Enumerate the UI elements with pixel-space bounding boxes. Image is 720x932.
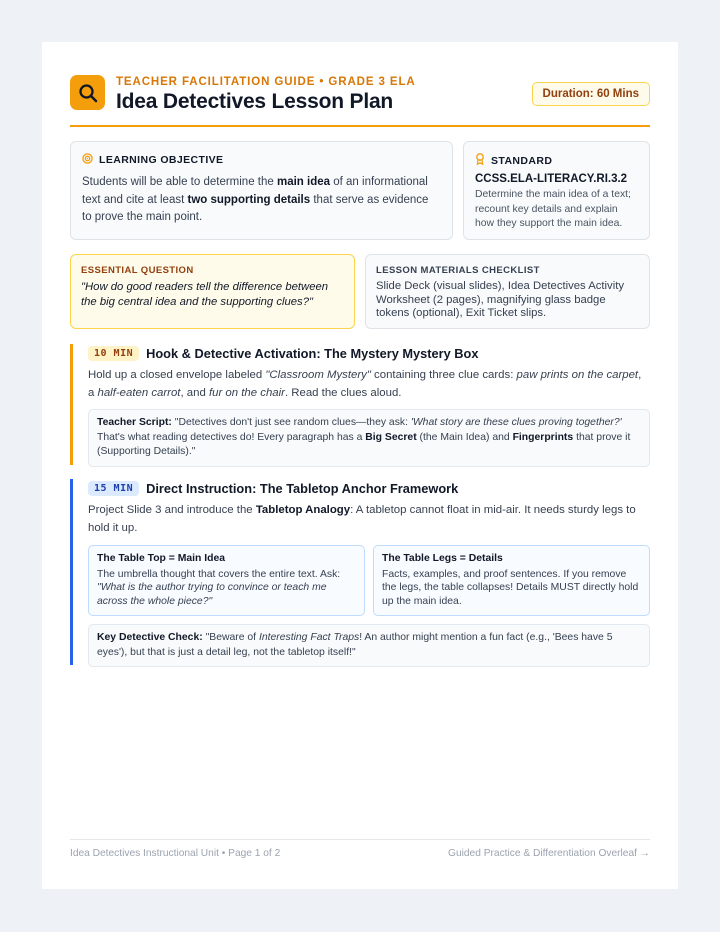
table-top-box: The Table Top = Main Idea The umbrella thought that covers the entire text. Ask: "What is the author trying to convince or teach me across the whole piece?" bbox=[88, 545, 365, 616]
materials-card bbox=[365, 254, 650, 329]
hook-body: Hold up a closed envelope labeled "Classroom Mystery" containing three clue cards: paw prints on the carpet, a half-eaten carrot, and fur on the chair. Read the clues aloud. bbox=[88, 369, 642, 399]
lesson-plan-page bbox=[42, 42, 678, 889]
hook-title: Hook & Detective Activation: The Mystery Mystery Box bbox=[146, 345, 479, 361]
materials-label: LESSON MATERIALS CHECKLIST bbox=[376, 265, 540, 276]
page-header bbox=[70, 74, 650, 126]
essential-question-card bbox=[70, 254, 355, 329]
standard-label: STANDARD bbox=[491, 154, 553, 167]
hook-time-badge: 10 MIN bbox=[88, 346, 139, 361]
magnifying-glass-icon bbox=[70, 75, 105, 110]
objective-label: LEARNING OBJECTIVE bbox=[99, 154, 224, 166]
hook-section bbox=[70, 344, 650, 465]
instruction-body: Project Slide 3 and introduce the Tabletop Analogy: A tabletop cannot float in mid-air. It needs sturdy legs to hold it up. bbox=[88, 504, 636, 534]
direct-instruction-section bbox=[70, 479, 650, 665]
target-icon bbox=[82, 153, 93, 167]
standard-description: Determine the main idea of a text; recount key details and explain how they support the main idea. bbox=[475, 189, 631, 229]
learning-objective-card bbox=[70, 141, 453, 240]
duration-badge: Duration: 60 Mins bbox=[532, 82, 650, 106]
award-icon bbox=[475, 153, 485, 168]
objective-text: Students will be able to determine the main idea of an informational text and cite at least two supporting details that serve as evidence to prove the main point. bbox=[82, 176, 429, 223]
footer-left: Idea Detectives Instructional Unit • Page 1 of 2 bbox=[70, 848, 281, 859]
detective-check-box: Key Detective Check: "Beware of Interesting Fact Traps! An author might mention a fun fact (e.g., 'Bees have 5 eyes'), but that is just a detail leg, not the tabletop itself!" bbox=[88, 624, 650, 667]
materials-text: Slide Deck (visual slides), Idea Detectives Activity Worksheet (2 pages), magnifying glass badge tokens (optional), Exit Ticket slips. bbox=[376, 280, 624, 319]
table-legs-title: The Table Legs = Details bbox=[382, 553, 503, 564]
essential-question-label: ESSENTIAL QUESTION bbox=[81, 265, 194, 276]
guide-kicker: TEACHER FACILITATION GUIDE • GRADE 3 ELA bbox=[116, 76, 416, 88]
table-top-title: The Table Top = Main Idea bbox=[97, 553, 226, 564]
page-title: Idea Detectives Lesson Plan bbox=[116, 90, 394, 113]
header-divider bbox=[70, 125, 650, 127]
teacher-script-box: Teacher Script: "Detectives don't just see random clues—they ask: 'What story are these clues proving together?' That's what reading detectives do! Every paragraph has a Big Secret (the Main Idea) and Fingerprints that prove it (Supporting Details)." bbox=[88, 409, 650, 467]
table-legs-box: The Table Legs = Details Facts, examples, and proof sentences. If you remove the legs, the table collapses! Details MUST directly hold up the main idea. bbox=[373, 545, 650, 616]
footer-right: Guided Practice & Differentiation Overleaf → bbox=[448, 848, 650, 859]
essential-question-text: "How do good readers tell the difference between the big central idea and the supporting clues?" bbox=[81, 281, 329, 308]
standard-card bbox=[463, 141, 650, 240]
footer-divider bbox=[70, 839, 650, 840]
standard-code: CCSS.ELA-LITERACY.RI.3.2 bbox=[475, 173, 628, 185]
instruction-title: Direct Instruction: The Tabletop Anchor Framework bbox=[146, 480, 459, 496]
instruction-time-badge: 15 MIN bbox=[88, 481, 139, 496]
